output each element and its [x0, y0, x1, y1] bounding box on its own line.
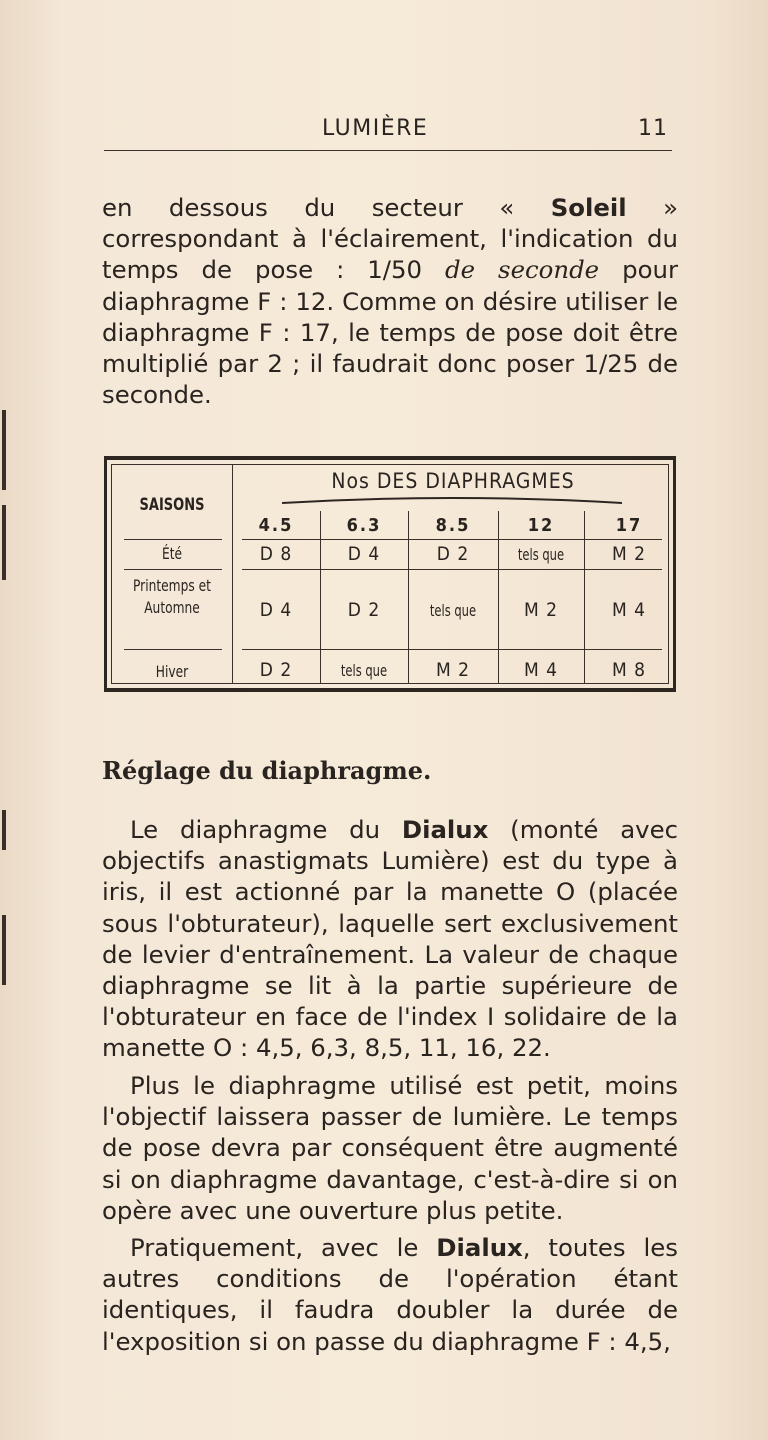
- para4-text-2: , toutes les autres conditions de l'opération étant identiques, il faudra doubler la durée de l'exposition si on passe du diaphragme F : 4,5,: [102, 1233, 678, 1356]
- binding-mark: [2, 810, 6, 850]
- diaphragm-12: 12: [527, 515, 555, 536]
- table-cell: M 4: [523, 659, 559, 681]
- table-cell: D 2: [436, 543, 470, 565]
- intro-bold-soleil: Soleil: [550, 193, 627, 222]
- table-cell: M 8: [611, 659, 647, 681]
- season-printemps-automne: Printemps et Automne: [133, 576, 211, 617]
- body-paragraph-3: [102, 1232, 678, 1357]
- running-header: [104, 116, 672, 151]
- body-paragraph-2: Plus le diaphragme utilisé est petit, moins l'objectif laissera passer de lumière. Le temps de pose devra par conséquent être augmenté si on diaphragme davantage, c'est-à-dire si on opère avec une ouverture plus petite.: [102, 1071, 678, 1225]
- binding-mark: [2, 410, 6, 490]
- table-cell: tels que: [429, 601, 477, 620]
- intro-text-2: » correspondant à l'éclairement, l'indication du temps de pose : 1/50: [102, 193, 678, 285]
- table-cell: M 2: [435, 659, 471, 681]
- table-cell: D 4: [347, 543, 381, 565]
- header-title: LUMIÈRE: [322, 116, 429, 141]
- table-cell: M 2: [611, 543, 647, 565]
- para4-text-1: Pratiquement, avec le: [130, 1233, 437, 1262]
- table-cell: M 4: [611, 599, 647, 621]
- table-cell: M 2: [523, 599, 559, 621]
- intro-paragraph: [102, 192, 678, 410]
- binding-mark: [2, 505, 6, 580]
- table-cell: D 2: [347, 599, 381, 621]
- diaphragm-8-5: 8.5: [435, 515, 471, 536]
- saisons-header: SAISONS: [139, 495, 205, 515]
- binding-mark: [2, 915, 6, 985]
- season-hiver: Hiver: [155, 662, 189, 681]
- table-cell: D 4: [259, 599, 293, 621]
- table-cell: tels que: [517, 545, 565, 564]
- page-number: 11: [638, 116, 668, 141]
- diaphragms-group-header: Nos DES DIAPHRAGMES: [331, 469, 575, 493]
- para2-text-2: (monté avec objectifs anastigmats Lumière) est du type à iris, il est actionné par la manette O (placée sous l'obturateur), laquelle sert exclusivement de levier d'entraînement. La valeur de chaque diaphragme se lit à la partie supérieure de l'obturateur en face de l'index I solidaire de la manette O : 4,5, 6,3, 8,5, 11, 16, 22.: [102, 815, 679, 1063]
- diaphragm-6-3: 6.3: [346, 515, 382, 536]
- para2-bold-dialux: Dialux: [401, 815, 489, 844]
- intro-text-3: pour diaphragme F : 12. Comme on désire utiliser le diaphragme F : 17, le temps de pose doit être multiplié par 2 ; il faudrait donc poser 1/25 de seconde.: [102, 255, 678, 410]
- table-cell: D 8: [259, 543, 293, 565]
- diaphragm-17: 17: [615, 515, 643, 536]
- intro-italic: de seconde: [445, 255, 600, 285]
- para4-bold-dialux: Dialux: [436, 1233, 523, 1262]
- table-cell: D 2: [259, 659, 293, 681]
- diaphragm-4-5: 4.5: [258, 515, 294, 536]
- section-heading: Réglage du diaphragme.: [102, 756, 432, 785]
- decorative-rule: [282, 495, 622, 509]
- season-ete: Été: [161, 544, 183, 563]
- table-cell: tels que: [340, 661, 388, 680]
- para2-text-1: Le diaphragme du: [130, 815, 402, 844]
- exposure-table: [104, 456, 676, 692]
- intro-text-1: en dessous du secteur «: [102, 193, 551, 222]
- body-paragraph-1: [102, 814, 678, 1064]
